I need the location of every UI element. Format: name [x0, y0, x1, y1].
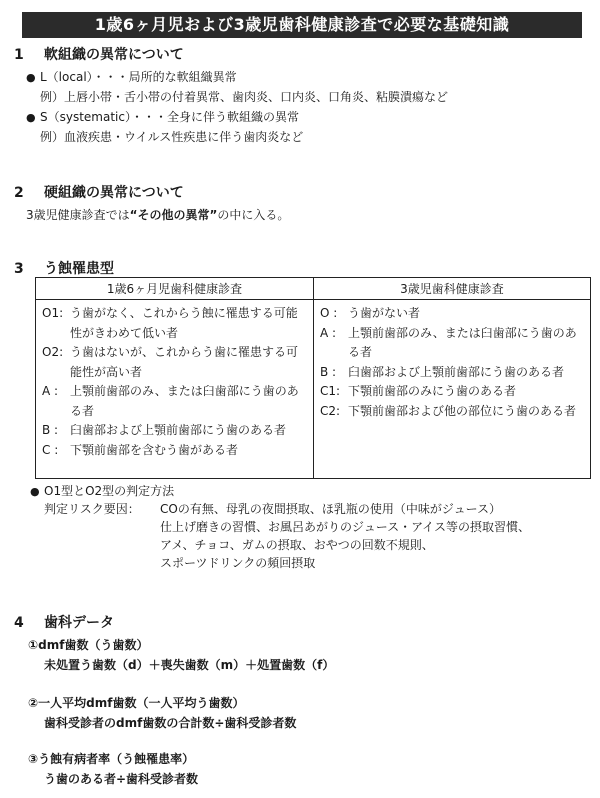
judge-factor-line: アメ、チョコ、ガムの摂取、おやつの回数不規則、 — [160, 538, 434, 552]
table-cell-left — [42, 304, 309, 460]
section-3-number: 3 — [14, 261, 24, 277]
row-text: 臼歯部および上顎前歯部にう歯のある者 — [348, 364, 565, 379]
section-4-number: 4 — [14, 615, 24, 631]
table-row — [42, 441, 309, 461]
dmf-title: ①dmf歯数（う歯数） — [28, 638, 149, 652]
row-text: 上顎前歯部のみ、または臼歯部にう歯のある者 — [70, 384, 299, 418]
table-row — [42, 304, 309, 343]
judge-title: O1型とO2型の判定方法 — [44, 484, 175, 498]
section-1-title: 軟組織の異常について — [44, 47, 184, 63]
judge-factor-line: COの有無、母乳の夜間摂取、ほ乳瓶の使用（中味がジュース） — [160, 502, 501, 516]
row-code: B : — [42, 423, 59, 437]
section-2-text-pre: 3歳児健康診査では — [26, 208, 130, 222]
dmf-formula: 未処置う歯数（d）＋喪失歯数（m）＋処置歯数（f） — [44, 658, 335, 672]
row-code: A : — [42, 384, 59, 398]
row-code: C : — [42, 442, 59, 457]
table-row — [42, 382, 309, 421]
s-label: S（systematic）・・・全身に伴う軟組織の異常 — [40, 110, 299, 124]
row-text: 下顎前歯部のみにう歯のある者 — [348, 384, 517, 398]
judge-factor-line: 仕上げ磨きの習慣、お風呂あがりのジュース・アイス等の摂取習慣、 — [160, 520, 530, 534]
judge-title-line — [30, 482, 174, 499]
bullet-dot-icon: ● — [26, 111, 36, 124]
row-text: う歯がない者 — [348, 306, 421, 320]
table-row — [320, 304, 586, 324]
l-example: 例）上唇小帯・舌小帯の付着異常、歯肉炎、口内炎、口角炎、粘膜潰瘍など — [40, 90, 449, 104]
judge-label: 判定リスク要因： — [44, 502, 140, 516]
page-title: 1歳6ヶ月児および3歳児歯科健康診査で必要な基礎知識 — [22, 12, 582, 38]
section-2-text — [26, 206, 289, 223]
section-4-title: 歯科データ — [44, 615, 114, 631]
row-code: O : — [320, 306, 338, 320]
section-1-heading — [14, 44, 184, 64]
judge-factors — [160, 500, 530, 572]
caries-rate-formula: う歯のある者÷歯科受診者数 — [44, 772, 199, 786]
table-row — [320, 363, 586, 383]
row-text: う歯はないが、これからう歯に罹患する可能性が高い者 — [70, 345, 299, 379]
row-code: C1: — [320, 384, 341, 398]
table-header-left: 1歳6ヶ月児歯科健康診査 — [36, 278, 313, 300]
s-example: 例）血液疾患・ウイルス性疾患に伴う歯肉炎など — [40, 130, 304, 144]
section-2-title: 硬組織の異常について — [44, 185, 184, 201]
table-column-left — [36, 278, 314, 478]
bullet-l-line — [26, 68, 237, 85]
row-text: 臼歯部および上顎前歯部にう歯のある者 — [70, 423, 287, 437]
section-2-heading — [14, 182, 184, 202]
section-3-heading — [14, 258, 114, 278]
row-text: 下顎前歯部および他の部位にう歯のある者 — [348, 403, 577, 418]
section-1-number: 1 — [14, 47, 24, 63]
table-row — [42, 343, 309, 382]
section-3-title: う蝕罹患型 — [44, 261, 114, 277]
avg-dmf-formula: 歯科受診者のdmf歯数の合計数÷歯科受診者数 — [44, 716, 297, 730]
row-code: O1: — [42, 306, 64, 320]
bullet-s-line — [26, 108, 299, 125]
row-code: B : — [320, 364, 337, 379]
avg-dmf-title: ②一人平均dmf歯数（一人平均う歯数） — [28, 696, 245, 710]
section-2-number: 2 — [14, 185, 24, 201]
row-code: C2: — [320, 403, 341, 418]
table-row — [320, 382, 586, 402]
row-code: A : — [320, 325, 337, 340]
table-row — [320, 324, 586, 363]
table-row — [320, 402, 586, 422]
table-cell-right — [320, 304, 586, 421]
table-row — [42, 421, 309, 441]
section-4-heading — [14, 612, 114, 632]
row-text: 上顎前歯部のみ、または臼歯部にう歯のある者 — [348, 325, 577, 359]
caries-type-table — [35, 277, 591, 479]
section-2-emphasis: “その他の異常” — [129, 208, 218, 222]
bullet-dot-icon: ● — [26, 71, 36, 84]
judge-factor-line: スポーツドリンクの頻回摂取 — [160, 556, 316, 570]
section-2-text-post: の中に入る。 — [217, 208, 290, 222]
l-label: L（local）・・・局所的な軟組織異常 — [40, 70, 237, 84]
row-text: 下顎前歯部を含むう歯がある者 — [70, 442, 239, 457]
table-header-right: 3歳児歯科健康診査 — [314, 278, 590, 300]
row-code: O2: — [42, 345, 64, 359]
row-text: う歯がなく、これからう蝕に罹患する可能性がきわめて低い者 — [70, 306, 298, 340]
bullet-dot-icon: ● — [30, 485, 40, 498]
caries-rate-title: ③う蝕有病者率（う蝕罹患率） — [28, 752, 195, 766]
table-column-right — [314, 278, 590, 478]
